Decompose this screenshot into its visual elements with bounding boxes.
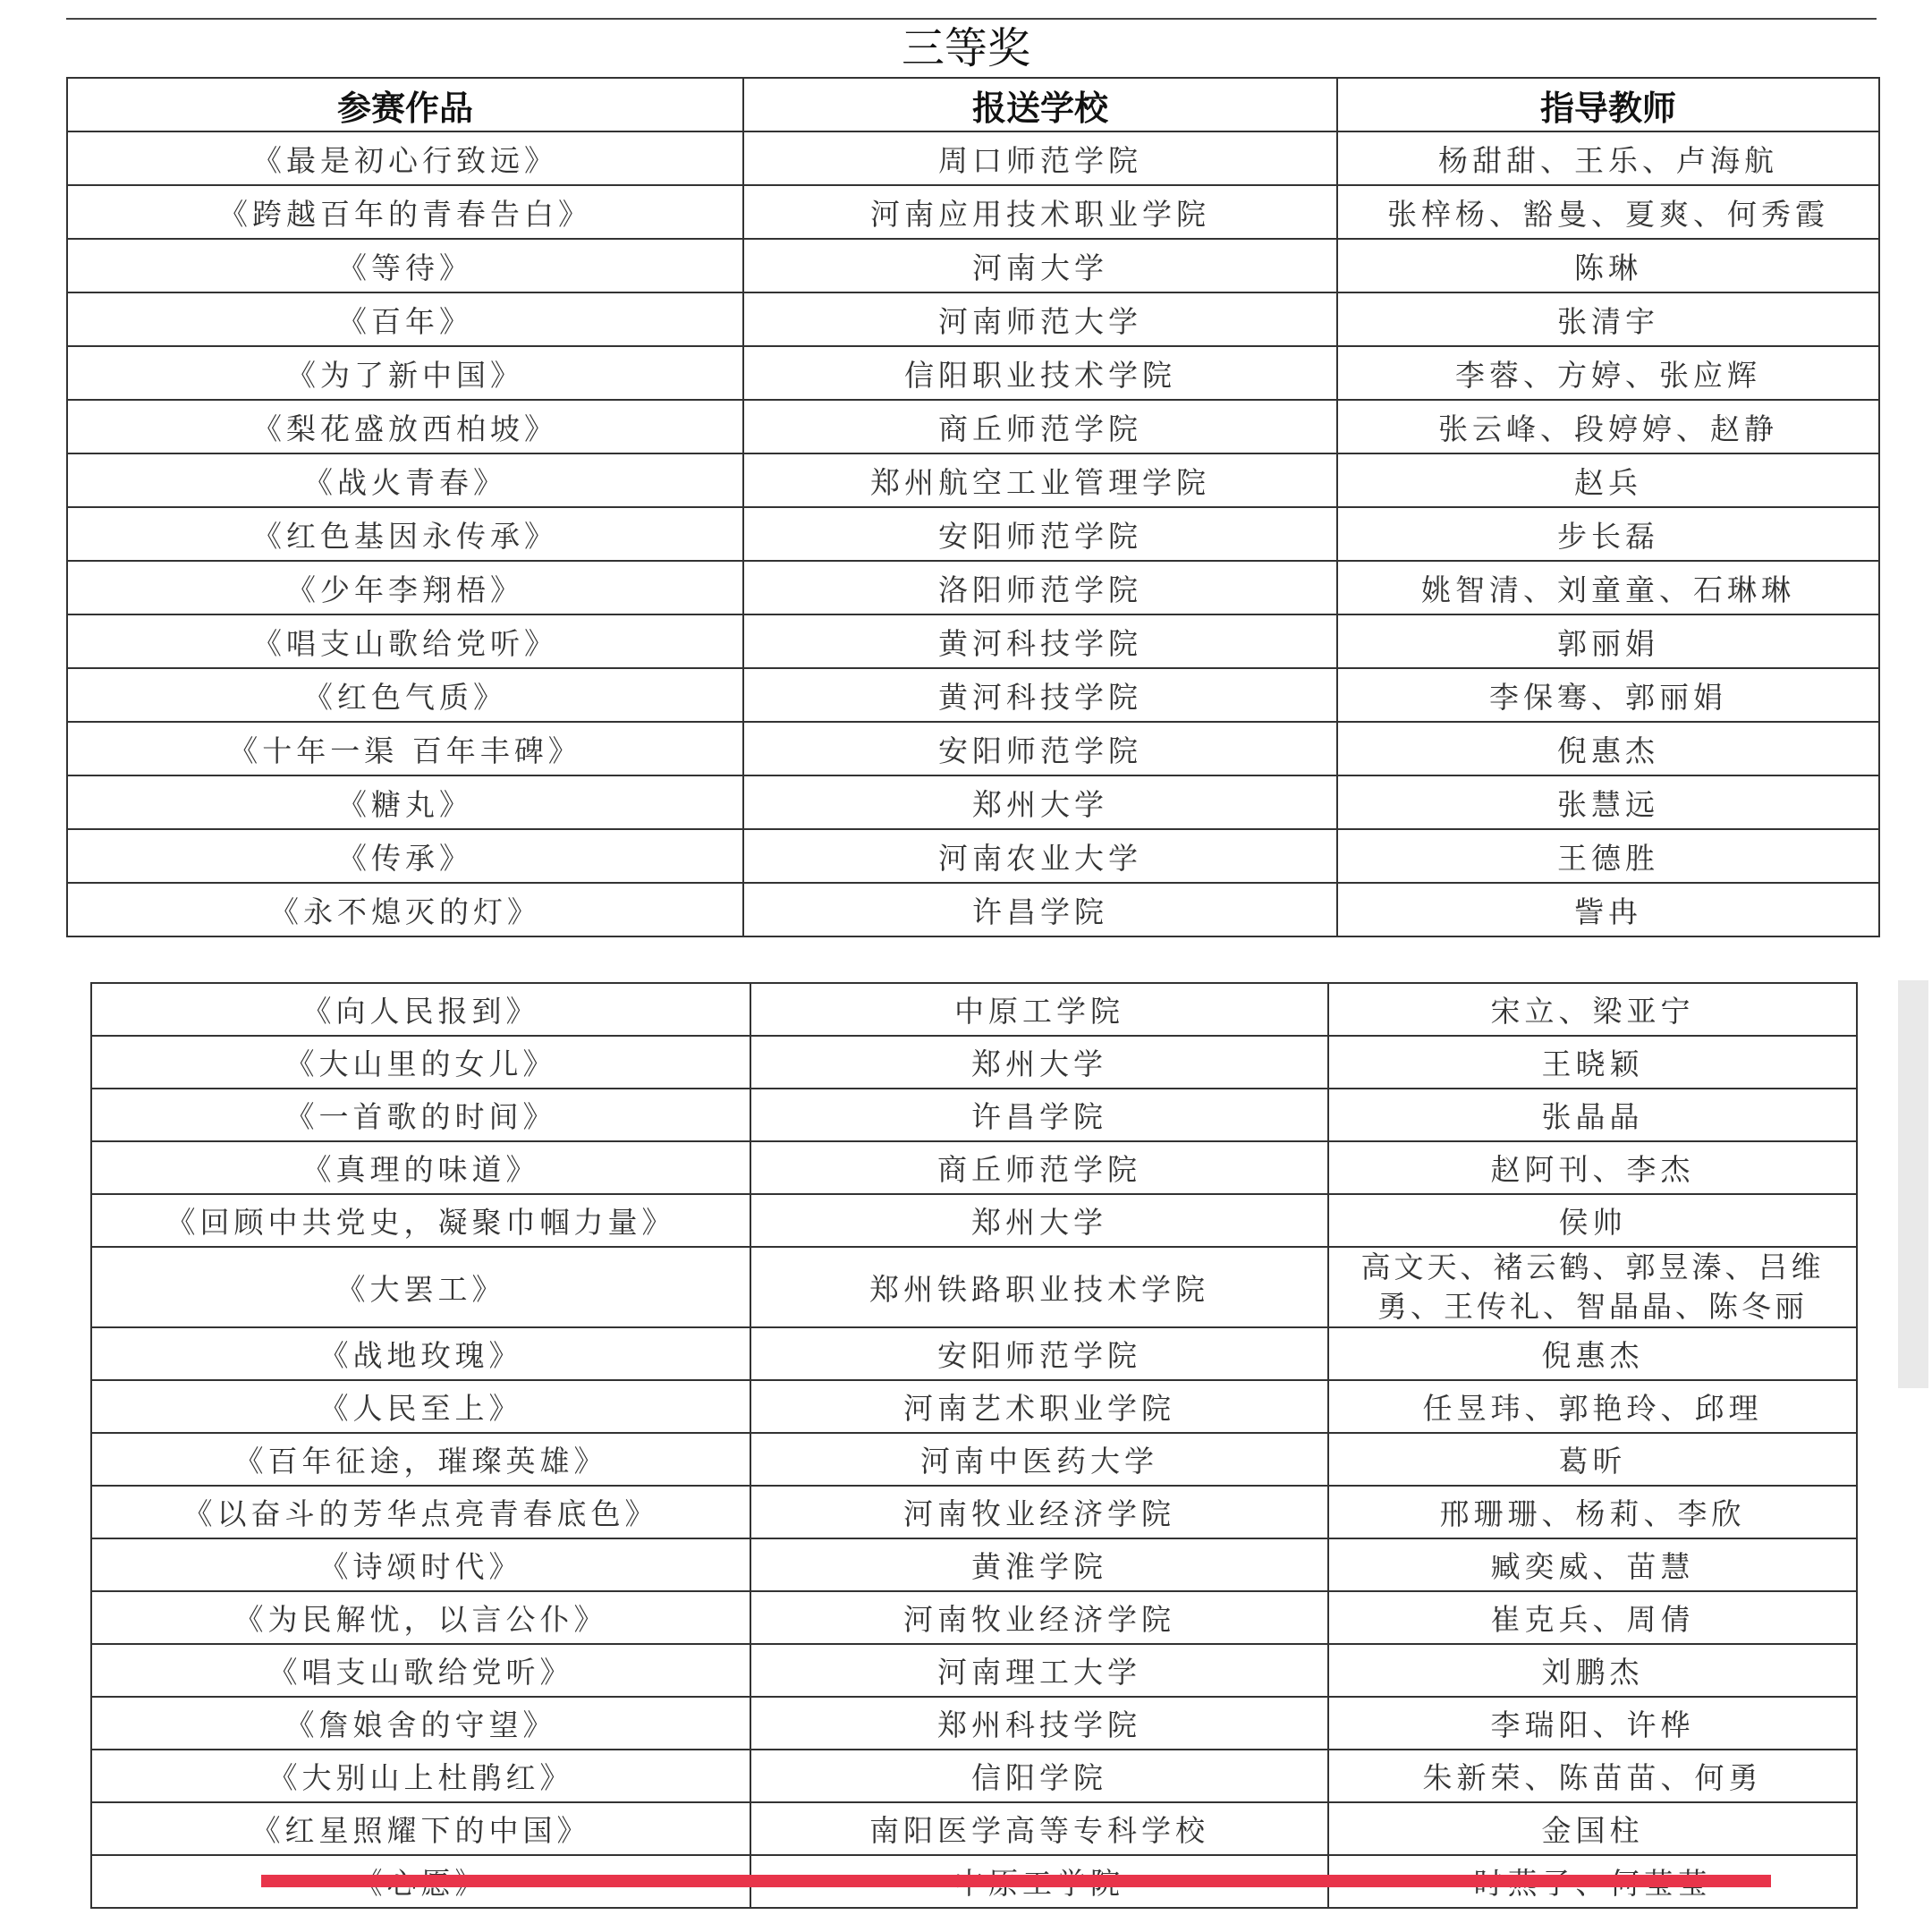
table-row <box>91 1433 1857 1486</box>
school-cell: 郑州铁路职业技术学院 <box>750 1247 1328 1327</box>
entry-cell: 《大罢工》 <box>91 1247 750 1327</box>
entry-cell: 《詹娘舍的守望》 <box>91 1697 750 1750</box>
school-cell: 洛阳师范学院 <box>743 561 1337 614</box>
table-row <box>67 400 1879 453</box>
school-cell: 商丘师范学院 <box>750 1141 1328 1194</box>
entry-cell: 《唱支山歌给党听》 <box>91 1644 750 1697</box>
entry-cell: 《红星照耀下的中国》 <box>91 1802 750 1855</box>
table-row <box>91 1802 1857 1855</box>
school-cell: 安阳师范学院 <box>743 507 1337 561</box>
advisor-cell: 李蓉、方婷、张应辉 <box>1337 346 1879 400</box>
entry-cell: 《为了新中国》 <box>67 346 743 400</box>
award-table-upper <box>66 77 1880 937</box>
advisor-cell: 葛昕 <box>1328 1433 1857 1486</box>
entry-cell: 《唱支山歌给党听》 <box>67 614 743 668</box>
entry-cell: 《向人民报到》 <box>91 983 750 1036</box>
school-cell: 河南中医药大学 <box>750 1433 1328 1486</box>
table-row <box>67 883 1879 936</box>
school-cell: 许昌学院 <box>743 883 1337 936</box>
advisor-cell: 张清宇 <box>1337 292 1879 346</box>
entry-cell: 《最是初心行致远》 <box>67 131 743 185</box>
entry-cell: 《少年李翔梧》 <box>67 561 743 614</box>
entry-cell: 《永不熄灭的灯》 <box>67 883 743 936</box>
school-cell: 河南艺术职业学院 <box>750 1380 1328 1433</box>
entry-cell: 《大别山上杜鹃红》 <box>91 1750 750 1802</box>
table-row <box>91 1380 1857 1433</box>
school-cell: 郑州科技学院 <box>750 1697 1328 1750</box>
school-cell: 南阳医学高等专科学校 <box>750 1802 1328 1855</box>
advisor-cell: 臧奕威、苗慧 <box>1328 1538 1857 1591</box>
entry-cell: 《百年征途，璀璨英雄》 <box>91 1433 750 1486</box>
school-cell: 商丘师范学院 <box>743 400 1337 453</box>
entry-cell: 《百年》 <box>67 292 743 346</box>
header-entry: 参赛作品 <box>67 78 743 131</box>
entry-cell: 《糖丸》 <box>67 775 743 829</box>
advisor-cell: 邢珊珊、杨莉、李欣 <box>1328 1486 1857 1538</box>
school-cell: 河南理工大学 <box>750 1644 1328 1697</box>
table-row <box>91 1644 1857 1697</box>
entry-cell: 《传承》 <box>67 829 743 883</box>
advisor-cell: 朱新荣、陈苗苗、何勇 <box>1328 1750 1857 1802</box>
table-row <box>67 185 1879 239</box>
school-cell: 河南应用技术职业学院 <box>743 185 1337 239</box>
award-table-lower <box>90 982 1858 1909</box>
scrollbar-strip[interactable] <box>1898 980 1928 1388</box>
table-header-row <box>67 78 1879 131</box>
advisor-cell: 侯帅 <box>1328 1194 1857 1247</box>
table-row <box>67 829 1879 883</box>
table-row <box>91 1750 1857 1802</box>
school-cell: 安阳师范学院 <box>750 1327 1328 1380</box>
school-cell: 河南大学 <box>743 239 1337 292</box>
school-cell: 郑州航空工业管理学院 <box>743 453 1337 507</box>
entry-cell: 《战地玫瑰》 <box>91 1327 750 1380</box>
advisor-cell: 张晶晶 <box>1328 1089 1857 1141</box>
entry-cell: 《跨越百年的青春告白》 <box>67 185 743 239</box>
award-title: 三等奖 <box>901 23 1030 73</box>
advisor-cell: 刘鹏杰 <box>1328 1644 1857 1697</box>
advisor-cell: 张慧远 <box>1337 775 1879 829</box>
school-cell: 黄淮学院 <box>750 1538 1328 1591</box>
entry-cell: 《人民至上》 <box>91 1380 750 1433</box>
table-row <box>91 983 1857 1036</box>
table-row <box>67 346 1879 400</box>
school-cell: 信阳学院 <box>750 1750 1328 1802</box>
advisor-cell: 倪惠杰 <box>1337 722 1879 775</box>
table-row <box>67 453 1879 507</box>
advisor-cell: 步长磊 <box>1337 507 1879 561</box>
table-row <box>91 1141 1857 1194</box>
table-row <box>67 561 1879 614</box>
table-row <box>67 507 1879 561</box>
advisor-cell: 杨甜甜、王乐、卢海航 <box>1337 131 1879 185</box>
advisor-cell: 赵兵 <box>1337 453 1879 507</box>
school-cell: 郑州大学 <box>750 1194 1328 1247</box>
table-row <box>91 1486 1857 1538</box>
entry-cell: 《梨花盛放西柏坡》 <box>67 400 743 453</box>
table-row <box>67 775 1879 829</box>
entry-cell: 《以奋斗的芳华点亮青春底色》 <box>91 1486 750 1538</box>
advisor-cell: 任昱玮、郭艳玲、邱理 <box>1328 1380 1857 1433</box>
advisor-cell: 郭丽娟 <box>1337 614 1879 668</box>
table-row <box>91 1194 1857 1247</box>
advisor-cell: 陈琳 <box>1337 239 1879 292</box>
red-highlight-underline <box>261 1875 1771 1887</box>
entry-cell: 《回顾中共党史，凝聚巾帼力量》 <box>91 1194 750 1247</box>
header-school: 报送学校 <box>743 78 1337 131</box>
table-row <box>91 1089 1857 1141</box>
table-row <box>67 722 1879 775</box>
school-cell: 许昌学院 <box>750 1089 1328 1141</box>
table-row <box>67 239 1879 292</box>
entry-cell: 《诗颂时代》 <box>91 1538 750 1591</box>
advisor-cell: 李瑞阳、许桦 <box>1328 1697 1857 1750</box>
advisor-cell: 宋立、梁亚宁 <box>1328 983 1857 1036</box>
advisor-cell: 高文天、褚云鹤、郭昱溱、吕维勇、王传礼、智晶晶、陈冬丽 <box>1328 1247 1857 1327</box>
school-cell: 黄河科技学院 <box>743 614 1337 668</box>
school-cell: 安阳师范学院 <box>743 722 1337 775</box>
school-cell: 中原工学院 <box>750 983 1328 1036</box>
school-cell: 黄河科技学院 <box>743 668 1337 722</box>
school-cell: 河南牧业经济学院 <box>750 1486 1328 1538</box>
school-cell: 郑州大学 <box>743 775 1337 829</box>
table-row <box>67 131 1879 185</box>
table-row <box>67 614 1879 668</box>
school-cell: 信阳职业技术学院 <box>743 346 1337 400</box>
entry-cell: 《红色气质》 <box>67 668 743 722</box>
table-row <box>91 1036 1857 1089</box>
school-cell: 河南农业大学 <box>743 829 1337 883</box>
advisor-cell: 倪惠杰 <box>1328 1327 1857 1380</box>
table-row <box>91 1591 1857 1644</box>
advisor-cell: 姚智清、刘童童、石琳琳 <box>1337 561 1879 614</box>
advisor-cell: 赵阿刊、李杰 <box>1328 1141 1857 1194</box>
table-row <box>67 668 1879 722</box>
advisor-cell: 王德胜 <box>1337 829 1879 883</box>
table-row <box>91 1327 1857 1380</box>
entry-cell: 《真理的味道》 <box>91 1141 750 1194</box>
advisor-cell: 张云峰、段婷婷、赵静 <box>1337 400 1879 453</box>
advisor-cell: 訾冉 <box>1337 883 1879 936</box>
school-cell: 周口师范学院 <box>743 131 1337 185</box>
school-cell: 河南师范大学 <box>743 292 1337 346</box>
entry-cell: 《大山里的女儿》 <box>91 1036 750 1089</box>
entry-cell: 《一首歌的时间》 <box>91 1089 750 1141</box>
table-row <box>91 1697 1857 1750</box>
header-advisor: 指导教师 <box>1337 78 1879 131</box>
entry-cell: 《等待》 <box>67 239 743 292</box>
table-row <box>67 292 1879 346</box>
advisor-cell: 李保骞、郭丽娟 <box>1337 668 1879 722</box>
table-row <box>91 1247 1857 1327</box>
advisor-cell: 崔克兵、周倩 <box>1328 1591 1857 1644</box>
advisor-cell: 金国柱 <box>1328 1802 1857 1855</box>
advisor-cell: 张梓杨、豁曼、夏爽、何秀霞 <box>1337 185 1879 239</box>
school-cell: 郑州大学 <box>750 1036 1328 1089</box>
entry-cell: 《红色基因永传承》 <box>67 507 743 561</box>
advisor-cell: 王晓颖 <box>1328 1036 1857 1089</box>
table-row <box>91 1538 1857 1591</box>
entry-cell: 《为民解忧，以言公仆》 <box>91 1591 750 1644</box>
entry-cell: 《战火青春》 <box>67 453 743 507</box>
school-cell: 河南牧业经济学院 <box>750 1591 1328 1644</box>
entry-cell: 《十年一渠 百年丰碑》 <box>67 722 743 775</box>
